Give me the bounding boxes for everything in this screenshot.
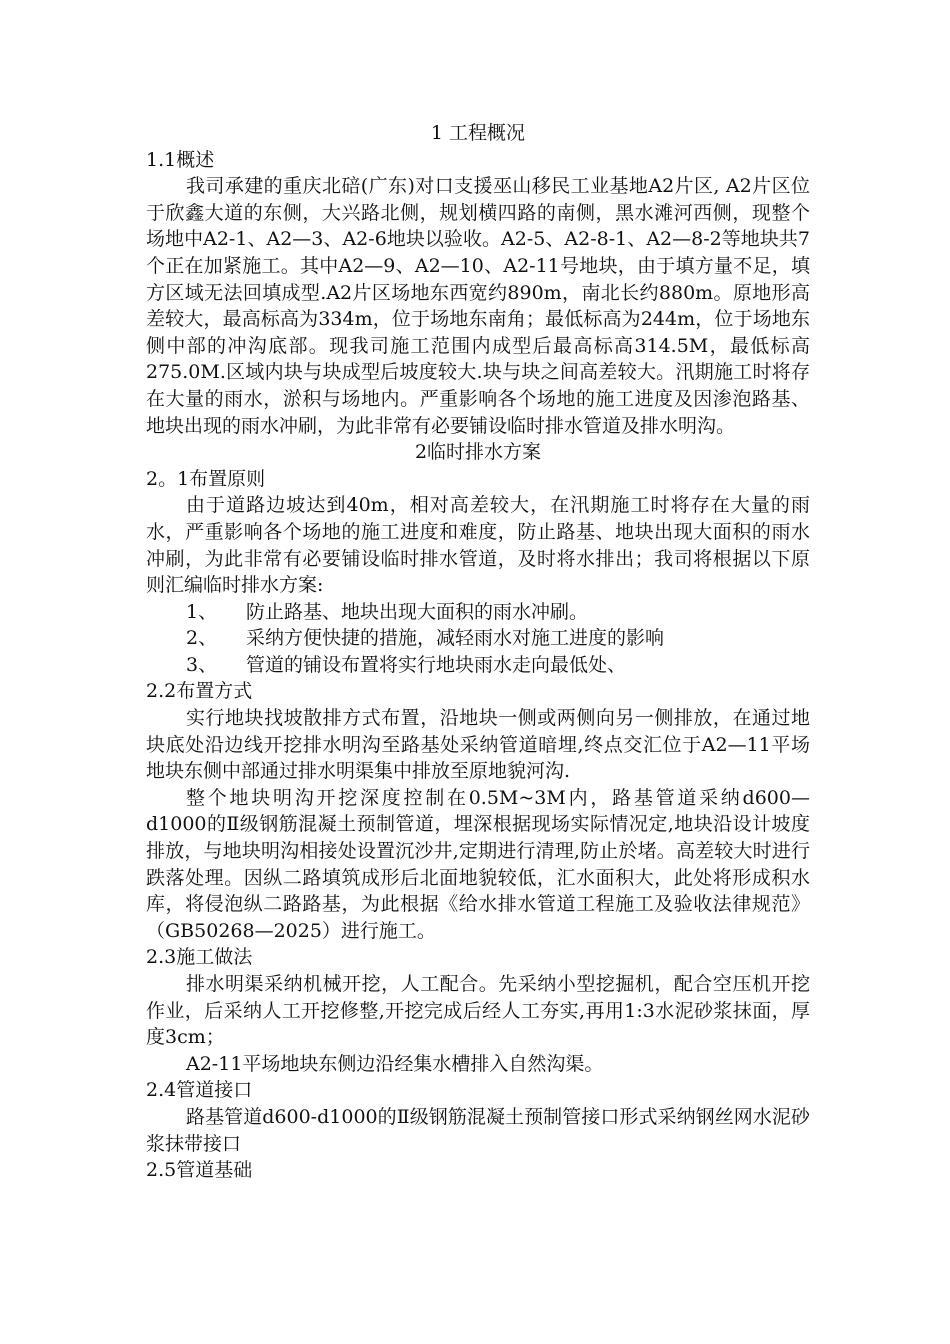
list-item-number: 1、	[186, 600, 218, 623]
section-heading-2-5: 2.5管道基础	[146, 1159, 253, 1182]
list-item	[146, 652, 810, 679]
list-item	[146, 599, 810, 626]
section-heading-2-4: 2.4管道接口	[146, 1079, 253, 1102]
paragraph-pipe-joint: 路基管道d600-d1000的Ⅱ级钢筋混凝土预制管接口形式采纳钢丝网水泥砂浆抹带接口	[146, 1105, 810, 1155]
document-body	[146, 120, 810, 1184]
paragraph-overview: 我司承建的重庆北碚(广东)对口支援巫山移民工业基地A2片区, A2片区位于欣鑫大道的东侧，大兴路北侧，规划横四路的南侧，黑水滩河西侧，现整个场地中A2-1、A2—3、A2-6地块以验收。A2-5、A2-8-1、A2—8-2等地块共7个正在加紧施工。其中A2—9、A2—10、A2-11号地块，由于填方量不足，填方区域无法回填成型.A2片区场地东西宽约890m，南北长约880m。原地形高差较大，最高标高为334m，位于场地东南角；最低标高为244m，位于场地东侧中部的冲沟底部。现我司施工范围内成型后最高标高314.5M，最低标高275.0M.区域内块与块成型后坡度较大.块与块之间高差较大。汛期施工时将存在大量的雨水，淤积与场地内。严重影响各个场地的施工进度及因渗泡路基、地块出现的雨水冲刷，为此非常有必要铺设临时排水管道及排水明沟。	[146, 175, 810, 437]
principle-list	[146, 599, 810, 679]
paragraph-layout-method: 实行地块找坡散排方式布置，沿地块一侧或两侧向另一侧排放，在通过地块底处沿边线开挖排水明沟至路基处采纳管道暗埋,终点交汇位于A2—11平场地块东侧中部通过排水明渠集中排放至原地貌河沟.	[146, 707, 810, 783]
list-item-number: 2、	[186, 627, 218, 650]
document-title: 1 工程概况	[430, 122, 526, 144]
section-heading-1-1: 1.1概述	[146, 148, 215, 171]
section-heading-2-1: 2。1布置原则	[146, 467, 266, 490]
section-heading-2-2: 2.2布置方式	[146, 680, 253, 703]
paragraph-ditch-depth: 整个地块明沟开挖深度控制在0.5M~3M内，路基管道采纳d600—d1000的Ⅱ级钢筋混凝土预制管道，埋深根据现场实际情况定,地块沿设计坡度排放，与地块明沟相接处设置沉沙井,定期进行清理,防止於堵。高差较大时进行跌落处理。因纵二路填筑成形后北面地貌较低，汇水面积大，此处将形成积水库，将侵泡纵二路路基，为此根据《给水排水管道工程施工及验收法律规范》（GB50268—2025）进行施工。	[146, 786, 810, 942]
paragraph-construction-method: 排水明渠采纳机械开挖，人工配合。先采纳小型挖掘机，配合空压机开挖作业，后采纳人工开挖修整,开挖完成后经人工夯实,再用1:3水泥砂浆抹面，厚度3cm；	[146, 973, 810, 1049]
list-item-text: 采纳方便快捷的措施，减轻雨水对施工进度的影响	[246, 627, 665, 650]
paragraph-layout-principle: 由于道路边坡达到40m，相对高差较大，在汛期施工时将存在大量的雨水，严重影响各个场地的施工进度和难度，防止路基、地块出现大面积的雨水冲刷，为此非常有必要铺设临时排水管道，及时将水排出；我司将根据以下原则汇编临时排水方案:	[146, 494, 810, 597]
section-heading-2-3: 2.3施工做法	[146, 946, 253, 969]
list-item-text: 防止路基、地块出现大面积的雨水冲刷。	[246, 600, 589, 623]
list-item	[146, 625, 810, 652]
list-item-number: 3、	[186, 653, 218, 676]
chapter-2-title: 2临时排水方案	[414, 441, 542, 464]
paragraph-drainage-outlet: A2-11平场地块东侧边沿经集水槽排入自然沟渠。	[186, 1052, 604, 1075]
list-item-text: 管道的铺设布置将实行地块雨水走向最低处、	[246, 653, 627, 676]
